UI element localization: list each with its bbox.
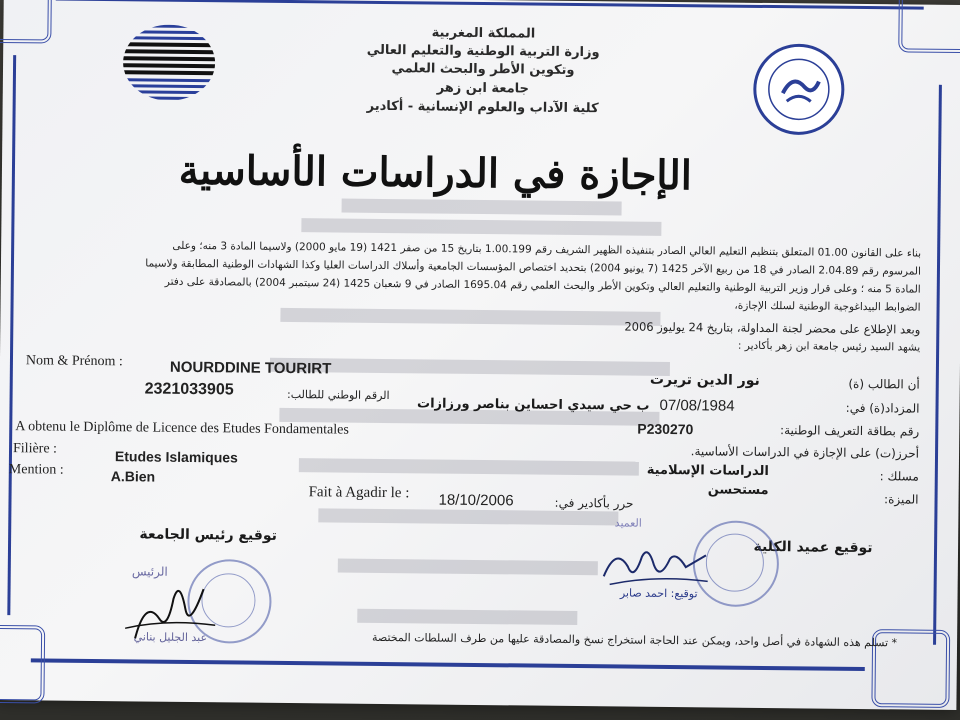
watermark-stripe <box>338 559 598 576</box>
watermark-stripe <box>299 458 639 476</box>
university-seal-logo <box>752 43 845 136</box>
preamble-line-2: المرسوم رقم 2.04.89 الصادر في 18 من ربيع الآخر 1425 (7 يونيو 2004) بتحديد اختصاص المؤسسات الجامعية وأسلاك الدراسات العليا وكذا الشهادات الوطنية المطابقة ولاسيما <box>145 257 922 278</box>
birth-place-value: ب حي سيدي احساين بناصر ورزازات <box>416 396 650 414</box>
preamble-deliberation: وبعد الإطلاع على محضر لجنة المداولة، بتاريخ 24 يوليوز 2006 <box>624 319 921 337</box>
mention-value-ar: مستحسن <box>707 482 769 499</box>
watermark-stripe <box>357 609 577 625</box>
header-university: جامعة ابن زهر <box>436 80 530 97</box>
watermark-stripe <box>301 218 661 236</box>
preamble-line-3: المادة 5 منه ؛ وعلى قرار وزير التربية الوطنية والتعليم العالي وتكوين الأطر والبحث العلمي رقم 1695.04 الصادر في 9 شعبان 1425 (24 سبتمبر 2004) بالمصادقة على دفتر <box>164 275 921 296</box>
president-stamp-label: الرئيس <box>131 564 168 579</box>
mention-label-ar: الميزة: <box>883 492 919 507</box>
dean-name: توقيع: احمد صابر <box>619 586 698 601</box>
fait-date: 18/10/2006 <box>438 491 514 510</box>
filiere-label: Filière : <box>12 441 58 457</box>
preamble-line-1: بناء على القانون 01.00 المتعلق بتنظيم التعليم العالي الصادر بتنفيذه الظهير الشريف رقم 1.00.199 بتاريخ 15 من صفر 1421 (19 مايو 2000) ولاسيما المادة 3 منه؛ وعلى <box>172 239 922 260</box>
corner-ornament-top-left <box>0 0 52 43</box>
filiere-label-ar: مسلك : <box>879 469 919 484</box>
obtained-text-ar: أحرز(ت) على الإجازة في الدراسات الأساسية. <box>690 444 920 461</box>
name-label-fr: Nom & Prénom : <box>25 353 123 370</box>
right-border <box>933 85 942 645</box>
top-border <box>56 0 924 10</box>
mention-value: A.Bien <box>110 468 156 485</box>
header-kingdom: المملكة المغربية <box>431 25 536 42</box>
filiere-value-ar: الدراسات الإسلامية <box>646 462 769 480</box>
president-name: عبد الجليل بناني <box>133 630 208 645</box>
fait-label-ar: حرر بأكادير في: <box>554 495 634 511</box>
birth-date-value: 07/08/1984 <box>659 396 735 415</box>
dean-stamp-label: العميد <box>614 516 642 530</box>
corner-ornament-bottom-left <box>0 625 45 704</box>
name-value-ar: نور الدين تريرت <box>649 371 760 389</box>
dean-signature-title: توقيع عميد الكلية <box>753 538 873 557</box>
header-faculty: كلية الآداب والعلوم الإنسانية - أكادير <box>366 98 599 117</box>
dean-signature <box>596 536 717 592</box>
header-training: وتكوين الأطر والبحث العلمي <box>391 61 575 78</box>
fait-label: Fait à Agadir le : <box>308 484 410 502</box>
national-number-value: 2321033905 <box>144 380 234 399</box>
watermark-stripe <box>342 199 622 216</box>
national-number-label-ar: الرقم الوطني للطالب: <box>286 387 390 403</box>
obtained-text-fr: A obtenu le Diplôme de Licence des Etudes Fondamentales <box>15 419 349 438</box>
header-ministry: وزارة التربية الوطنية والتعليم العالي <box>366 42 600 61</box>
watermark-stripe <box>318 508 618 525</box>
cin-value: P230270 <box>637 420 694 438</box>
preamble-line-4: الضوابط البيداغوجية الوطنية لسلك الإجازة، <box>734 299 921 314</box>
name-label-ar: أن الطالب (ة) <box>848 376 920 392</box>
filiere-value: Etudes Islamiques <box>114 448 238 466</box>
corner-ornament-top-right <box>898 0 960 53</box>
footnote: * تسلم هذه الشهادة في أصل واحد، ويمكن عند الحاجة استخراج نسخ والمصادقة عليها من طرف السلطات المختصة <box>371 630 898 650</box>
bottom-border <box>31 658 865 671</box>
left-border <box>7 55 16 615</box>
mention-label: Mention : <box>8 462 64 478</box>
diploma-title: الإجازة في الدراسات الأساسية <box>178 146 693 200</box>
name-value: NOURDDINE TOURIRT <box>169 358 332 378</box>
president-signature-title: توقيع رئيس الجامعة <box>139 526 277 544</box>
cin-label-ar: رقم بطاقة التعريف الوطنية: <box>779 423 920 439</box>
birth-label-ar: المزداد(ة) في: <box>845 400 920 416</box>
ministry-globe-logo <box>121 22 218 103</box>
preamble-attests: يشهد السيد رئيس جامعة ابن زهر بأكادير : <box>737 339 921 354</box>
